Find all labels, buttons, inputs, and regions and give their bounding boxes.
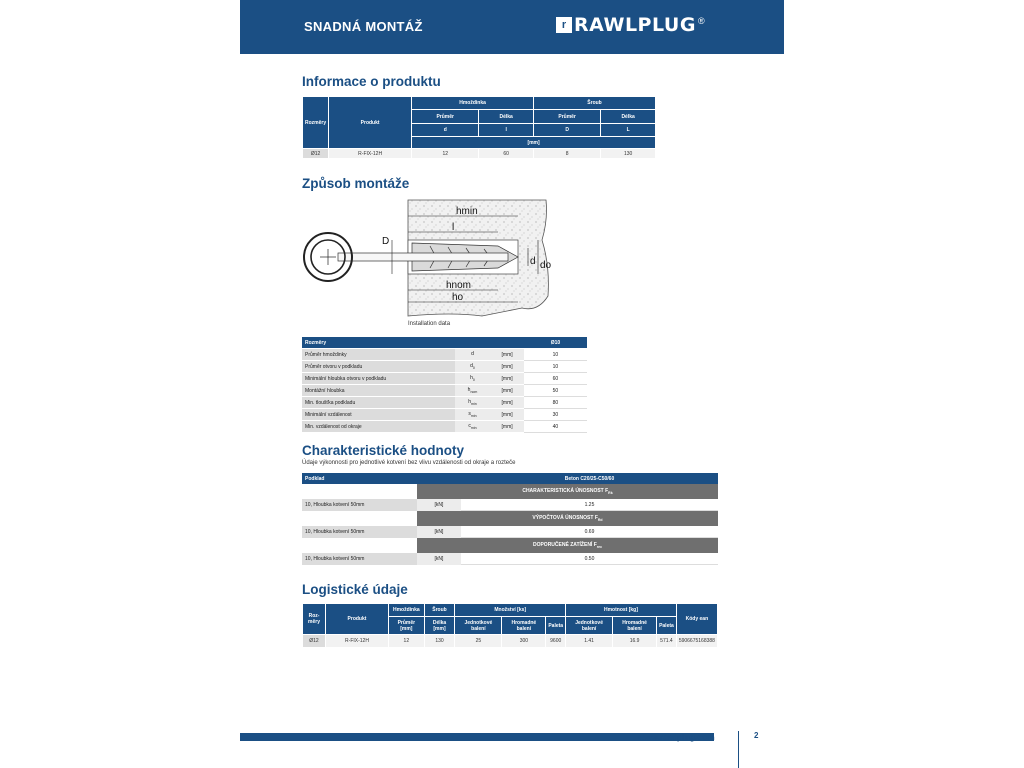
inst-row-value: 80: [524, 397, 587, 409]
log-th-sroub: Šroub: [424, 604, 455, 617]
log-th-mnozstvi: Množství [ks]: [455, 604, 566, 617]
log-cell-q-hrom: 300: [502, 635, 546, 648]
inst-header-value: Ø10: [524, 337, 587, 349]
label-l: l: [452, 222, 455, 233]
inst-row-value: 10: [524, 349, 587, 361]
inst-row-unit: [mm]: [490, 349, 524, 361]
th-produkt: Produkt: [329, 97, 412, 149]
page-number: 2: [754, 731, 759, 740]
log-cell-q-jedn: 25: [455, 635, 502, 648]
th-sym-l: l: [479, 124, 534, 137]
log-th-paleta2: Paleta: [657, 617, 677, 635]
table-row: [302, 385, 587, 397]
th-unit: [mm]: [412, 137, 656, 149]
inst-row-symbol: $h_{min}$: [455, 397, 491, 409]
char-row-label: 10, Hloubka kotvení 50mm: [302, 499, 417, 511]
table-row: [302, 409, 587, 421]
log-th-kody: Kódy ean: [676, 604, 717, 635]
section-row: [302, 511, 718, 527]
label-hnom: hnom: [446, 280, 472, 291]
logistics-table: [302, 603, 718, 648]
page: [240, 0, 784, 768]
log-cell-ean: 5906675168388: [676, 635, 717, 648]
char-col-podklad: Podklad: [302, 473, 461, 484]
log-th-rozmery: Roz-měry: [303, 604, 326, 635]
installation-table: [302, 337, 587, 433]
footer-divider: [738, 731, 739, 768]
inst-row-symbol: $h_0$: [455, 373, 491, 385]
inst-row-unit: [mm]: [490, 409, 524, 421]
char-row-unit: [kN]: [417, 526, 461, 538]
screw-shank: [338, 253, 508, 261]
section-row: [302, 538, 718, 554]
char-row-value: 1.25: [461, 499, 718, 511]
table-row: [303, 149, 656, 159]
table-row: [302, 421, 587, 433]
log-th-hmotnost: Hmotnost [kg]: [566, 604, 677, 617]
table-row: [303, 635, 718, 648]
log-cell-w-hrom: 16.9: [613, 635, 657, 648]
cell-rozmery: Ø12: [303, 149, 329, 159]
table-row: [302, 361, 587, 373]
inst-row-unit: [mm]: [490, 421, 524, 433]
th-prumer-2: Průměr: [534, 110, 601, 124]
th-delka-2: Délka: [601, 110, 656, 124]
log-th-hrom2: Hromadné balení: [613, 617, 657, 635]
char-row-label: 10, Hloubka kotvení 50mm: [302, 526, 417, 538]
cell-D: 8: [534, 149, 601, 159]
log-th-delka: Délka [mm]: [424, 617, 455, 635]
log-cell-w-jedn: 1.41: [566, 635, 613, 648]
th-sym-L: L: [601, 124, 656, 137]
label-hmin: hmin: [456, 206, 478, 217]
logistics-heading: Logistické údaje: [302, 582, 408, 597]
char-row-label: 10, Hloubka kotvení 50mm: [302, 553, 417, 565]
cell-d: 12: [412, 149, 479, 159]
logo-mark: r: [556, 17, 572, 33]
inst-row-label: Minimální vzdálenost: [302, 409, 455, 421]
table-row: [302, 349, 587, 361]
log-th-hrom1: Hromadné balení: [502, 617, 546, 635]
th-sym-D: D: [534, 124, 601, 137]
char-col-beton: Beton C20/25-C50/60: [461, 473, 718, 484]
log-th-paleta1: Paleta: [546, 617, 566, 635]
table-row: [302, 553, 718, 565]
inst-row-label: Minimální hloubka otvoru v podkladu: [302, 373, 455, 385]
inst-row-unit: [mm]: [490, 385, 524, 397]
log-cell-prumer: 12: [389, 635, 425, 648]
inst-row-label: Montážní hloubka: [302, 385, 455, 397]
th-sym-d: d: [412, 124, 479, 137]
th-prumer-1: Průměr: [412, 110, 479, 124]
label-d: d: [530, 256, 536, 267]
inst-row-symbol: $d_0$: [455, 361, 491, 373]
th-sroub: Šroub: [534, 97, 656, 110]
inst-row-unit: [mm]: [490, 361, 524, 373]
mounting-heading: Způsob montáže: [302, 176, 410, 191]
log-th-jedn2: Jednotkové balení: [566, 617, 613, 635]
logo-registered: ®: [697, 16, 705, 26]
label-do: do: [540, 260, 552, 271]
cell-produkt: R-FIX-12H: [329, 149, 412, 159]
th-hmozdinka: Hmoždinka: [412, 97, 534, 110]
table-row: [302, 397, 587, 409]
table-row: [302, 499, 718, 511]
th-rozmery: Rozměry: [303, 97, 329, 149]
inst-row-value: 10: [524, 361, 587, 373]
header-title: SNADNÁ MONTÁŽ: [304, 19, 423, 34]
log-cell-rozmery: Ø12: [303, 635, 326, 648]
log-cell-produkt: R-FIX-12H: [326, 635, 389, 648]
log-cell-q-pal: 9600: [546, 635, 566, 648]
char-section-title: CHARAKTERISTICKÁ ÚNOSNOST $F_{Rk}$: [417, 484, 718, 499]
log-th-produkt: Produkt: [326, 604, 389, 635]
log-th-prumer: Průměr [mm]: [389, 617, 425, 635]
inst-row-symbol: $c_{min}$: [455, 421, 491, 433]
th-delka-1: Délka: [479, 110, 534, 124]
log-cell-delka: 130: [424, 635, 455, 648]
inst-row-label: Průměr hmoždinky: [302, 349, 455, 361]
char-section-title: DOPORUČENÉ ZATÍŽENÍ $F_{rec}$: [417, 538, 718, 554]
inst-row-symbol: $h_{nom}$: [455, 385, 491, 397]
footer-url-link[interactable]: www.rawlplug.com: [638, 732, 715, 742]
installation-diagram: [302, 196, 592, 320]
char-row-value: 0.50: [461, 553, 718, 565]
characteristic-table: [302, 473, 718, 565]
header-bar: [240, 0, 784, 54]
rawlplug-logo: [556, 14, 705, 36]
char-row-value: 0.69: [461, 526, 718, 538]
inst-row-symbol: $s_{min}$: [455, 409, 491, 421]
section-row: [302, 484, 718, 499]
cell-L: 130: [601, 149, 656, 159]
log-th-hmozdinka: Hmoždinka: [389, 604, 425, 617]
label-ho: ho: [452, 292, 464, 303]
inst-row-unit: [mm]: [490, 397, 524, 409]
product-info-table: [302, 96, 656, 159]
inst-row-value: 30: [524, 409, 587, 421]
label-D: D: [382, 236, 390, 247]
cell-l: 60: [479, 149, 534, 159]
table-row: [302, 526, 718, 538]
characteristic-note: Údaje výkonnosti pro jednotlivé kotvení bez vlivu vzdálenosti od okraje a rozteče: [302, 460, 516, 466]
inst-row-label: Průměr otvoru v podkladu: [302, 361, 455, 373]
char-section-title: VÝPOČTOVÁ ÚNOSNOST $F_{Rd}$: [417, 511, 718, 527]
inst-row-label: Min. tloušťka podkladu: [302, 397, 455, 409]
inst-row-value: 40: [524, 421, 587, 433]
char-row-unit: [kN]: [417, 499, 461, 511]
inst-row-symbol: d: [455, 349, 491, 361]
inst-row-unit: [mm]: [490, 373, 524, 385]
log-th-jedn1: Jednotkové balení: [455, 617, 502, 635]
char-row-unit: [kN]: [417, 553, 461, 565]
inst-row-label: Min. vzdálenost od okraje: [302, 421, 455, 433]
diagram-caption: Installation data: [408, 321, 451, 327]
inst-row-value: 60: [524, 373, 587, 385]
characteristic-heading: Charakteristické hodnoty: [302, 443, 465, 458]
log-cell-w-pal: 571.4: [657, 635, 677, 648]
product-info-heading: Informace o produktu: [302, 74, 441, 89]
inst-row-value: 50: [524, 385, 587, 397]
inst-header-label: Rozměry: [302, 337, 524, 349]
table-row: [302, 373, 587, 385]
logo-text: RAWLPLUG: [574, 14, 696, 36]
